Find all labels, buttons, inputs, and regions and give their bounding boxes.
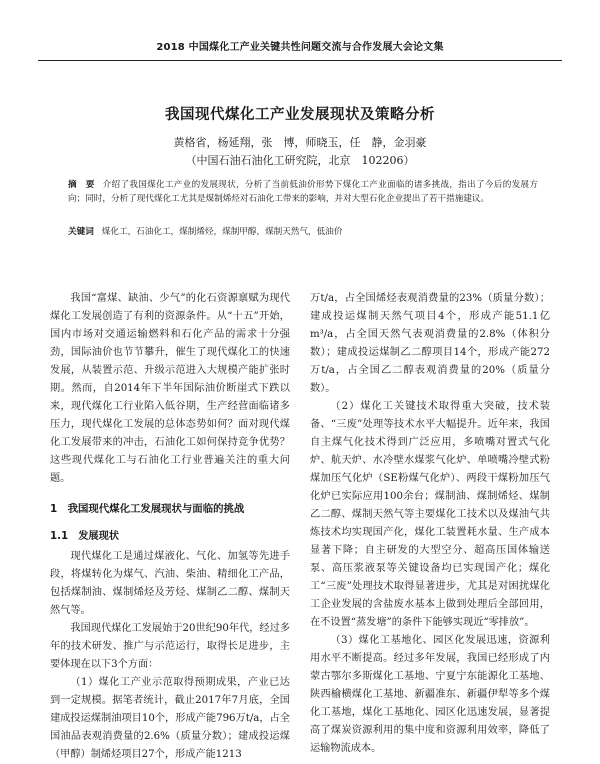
paper-affiliation: （中国石油石油化工研究院，北京 102206）: [185, 154, 415, 167]
abstract-label: 摘 要: [68, 180, 95, 190]
left-column: [50, 290, 290, 764]
paragraph-continued: 万t/a，占全国烯烃表观消费量的23%（质量分数）；建成投运煤制天然气项目4个，形成产能51.1亿m³/a，占全国天然气表观消费量的2.8%（体积分数）；建成投运煤制乙二醇项目14个，形成产能272万t/a，占全国乙二醇表观消费量的20%（质量分数）。: [310, 293, 550, 394]
paragraph: （3）煤化工基地化、园区化发展迅速，资源利用水平不断提高。经过多年发展，我国已经形成了内蒙古鄂尔多斯煤化工基地、宁夏宁东能源化工基地、陕西榆横煤化工基地、新疆准东、新疆伊犁等多个煤化工基地，煤化工基地化、园区化迅速发展，显著提高了煤炭资源利用的集中度和资源利用效率，降低了运输物流成本。: [310, 635, 550, 754]
right-column: [310, 290, 550, 758]
section-1-1-heading: 1.1 发展现状: [50, 531, 119, 542]
paragraph: （1）煤化工产业示范取得预期成果，产业已达到一定规模。据笔者统计，截止2017年7月底，全国建成投运煤制油项目10个，形成产能796万t/a，占全国油品表观消费量的2.6%（质量分数）；建成投运煤（甲醇）制烯烃项目27个，形成产能1213: [50, 677, 290, 760]
abstract: [68, 178, 538, 206]
header-divider: [38, 60, 562, 61]
keywords-label: 关键词: [68, 227, 94, 237]
intro-paragraph: 我国“富煤、缺油、少气”的化石资源禀赋为现代煤化工发展创造了有利的资源条件。从“十五”开始，国内市场对交通运输燃料和石化产品的需求十分强劲，国际油价也节节攀升，催生了现代煤化工的快速发展，从装置示范、升级示范进入大规模产能扩张时期。然而，自2014年下半年国际油价断崖式下跌以来，现代煤化工行业陷入低谷期，生产经营面临诸多压力，现代煤化工发展的总体态势如何？面对现代煤化工发展带来的冲击，石油化工如何保持竞争优势？这些现代煤化工与石油化工行业普遍关注的重大问题。: [50, 293, 290, 484]
keywords-text: 煤化工，石油化工，煤制烯烃，煤制甲醇，煤制天然气，低油价: [101, 227, 343, 237]
keywords: [68, 225, 538, 239]
paper-title: 我国现代煤化工产业发展现状及策略分析: [165, 107, 435, 123]
paragraph: 我国现代煤化工发展始于20世纪90年代，经过多年的技术研发、推广与示范运行，取得长足进步，主要体现在以下3个方面：: [50, 623, 290, 670]
paragraph: （2）煤化工关键技术取得重大突破，技术装备、“三废”处理等技术水平大幅提升。近年来，我国自主煤气化技术得到广泛应用，多喷嘴对置式气化炉、航天炉、水冷壁水煤浆气化炉、单喷嘴冷壁式粉煤加压气化炉（SE粉煤气化炉）、两段干煤粉加压气化炉已实际应用100余台；煤制油、煤制烯烃、煤制乙二醇、煤制天然气等主要煤化工技术以及煤油气共炼技术均实现国产化，煤化工装置耗水量、生产成本显著下降；自主研发的大型空分、超高压国体输送泵、高压浆液泵等关键设备均已实现国产化；煤化工“三废”处理技术取得显著进步，尤其是对困扰煤化工企业发展的含盐废水基本上做到处理后全部回用，在不设置“蒸发塘”的条件下能够实现近“零排放”。: [310, 401, 550, 628]
section-1-heading: 1 我国现代煤化工发展现状与面临的挑战: [50, 503, 245, 515]
abstract-text: 介绍了我国煤化工产业的发展现状，分析了当前低油价形势下煤化工产业面临的诸多挑战，指出了今后的发展方向；同时，分析了现代煤化工尤其是煤制烯烃对石油化工带来的影响，并对大型石化企业提出了若干措施建议。: [68, 180, 538, 204]
running-header: 2018 中国煤化工产业关键共性问题交流与合作发展大会论文集: [156, 42, 444, 53]
paragraph: 现代煤化工是通过煤液化、气化、加氢等先进手段，将煤转化为煤气、汽油、柴油、精细化工产品，包括煤制油、煤制烯烃及芳烃、煤制乙二醇、煤制天然气等。: [50, 551, 290, 616]
paper-authors: 黄格省，杨延翔，张 博，师晓玉，任 静，金羽豪: [173, 136, 427, 149]
